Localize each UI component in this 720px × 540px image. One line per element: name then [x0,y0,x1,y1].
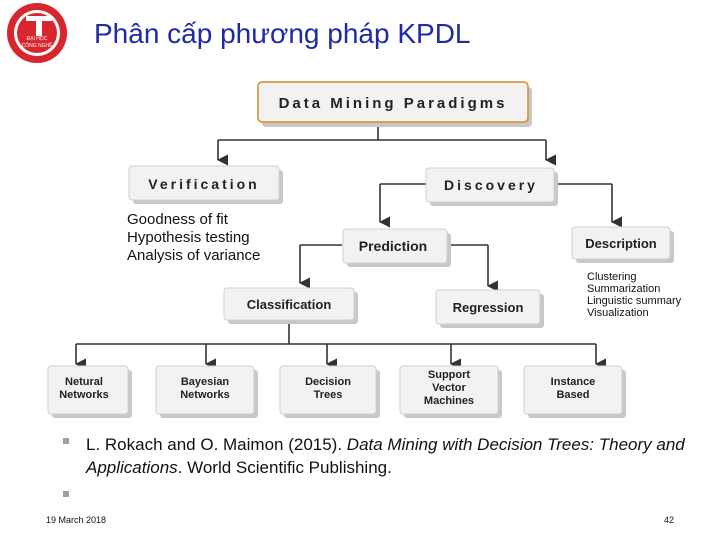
classifier-label: Bayesian [180,376,230,388]
classifier-label: Networks [180,389,230,401]
verification-label: Verification [148,176,260,192]
verification-box [129,166,283,204]
classifier-label: Instance [550,376,596,388]
reference-text [86,433,686,479]
classifier-label: Decision [305,376,351,388]
classifier-label: Networks [59,389,109,401]
classifier-box [524,366,626,418]
discovery-box [426,168,558,206]
classifier-label: Trees [313,389,343,401]
slide-title: Phân cấp phương pháp KPDL [94,18,471,49]
bullet-marker-empty [63,491,69,497]
prediction-box [343,229,451,267]
description-method: Linguistic summary [587,295,682,307]
prediction-label: Prediction [358,238,428,254]
bullet-marker [63,438,69,444]
classifier-label: Netural [65,376,103,388]
root-box [258,82,532,127]
verification-methods [127,211,260,264]
classifier-box [48,366,132,418]
verification-method: Analysis of variance [127,247,261,264]
classifier-label: Vector [432,382,466,394]
classification-label: Classification [246,297,332,312]
regression-label: Regression [452,300,524,315]
classifier-label: Support [427,369,471,381]
classifier-label: Based [556,389,590,401]
regression-box [436,290,544,328]
root-label: Data Mining Paradigms [278,95,508,112]
logo-text-line2: CÔNG NGHỆ [21,43,53,49]
description-method: Clustering [587,271,637,283]
description-box [572,227,674,263]
footer-date: 19 March 2018 [46,515,107,525]
verification-method: Goodness of fit [127,211,228,228]
description-methods [587,271,682,319]
reference-suffix: . World Scientific Publishing. [177,458,392,477]
classifier-label: Machines [423,395,475,407]
description-method: Visualization [587,307,649,319]
discovery-label: Discovery [444,177,538,193]
classifier-box [156,366,258,418]
verification-method: Hypothesis testing [127,229,250,246]
description-label: Description [585,236,657,251]
page-number: 42 [664,515,675,525]
classification-box [224,288,358,324]
university-logo [0,0,76,66]
reference-prefix: L. Rokach and O. Maimon (2015). [86,435,347,454]
classifier-box [280,366,380,418]
description-method: Summarization [587,283,661,295]
logo-text-line1: ĐẠI HỌC [26,36,48,42]
reference-title: Data Mining with Decision Trees: Theory and Applications [86,435,685,477]
classifier-box [400,366,502,418]
